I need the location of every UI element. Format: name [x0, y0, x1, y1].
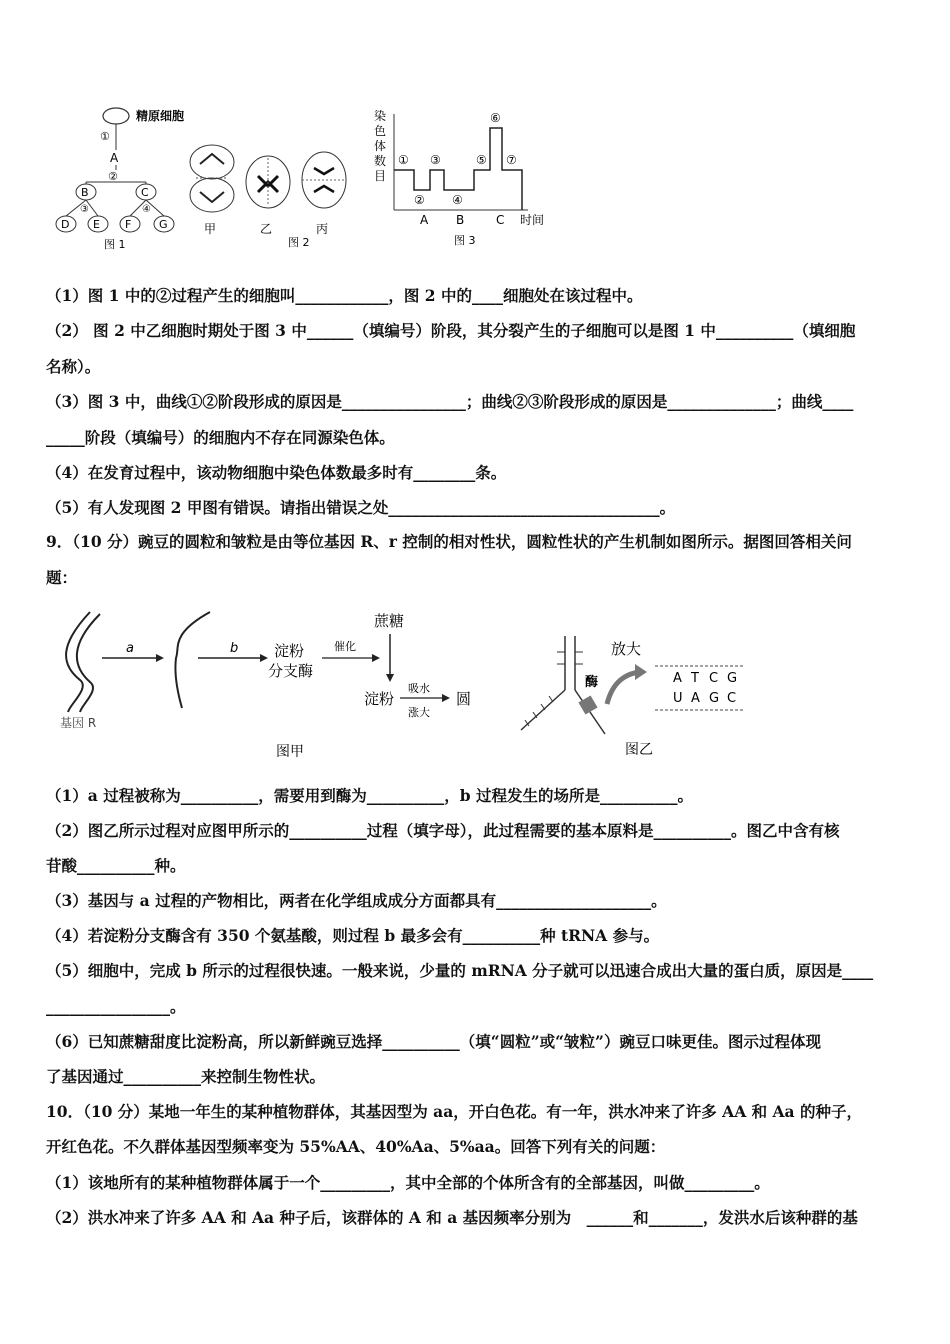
- fig1-step-1: ①: [100, 130, 110, 143]
- figure-yi-caption: 图乙: [625, 742, 653, 758]
- enzyme-label-2: 分支酶: [268, 662, 314, 680]
- fig3-xtick-c: C: [496, 213, 505, 227]
- fig2-cell-yi: [246, 156, 290, 208]
- fig1-title: 精原细胞: [136, 109, 185, 123]
- q9-line-10: （6）已知蔗糖甜度比淀粉高，所以新鲜豌豆选择__________（填“圆粒”或“皱粒”）豌豆口味更佳。图示过程体现: [46, 1032, 821, 1051]
- figure-3: [370, 106, 560, 252]
- q8-line-7: （5）有人发现图 2 甲图有错误。请指出错误之处___________________________________。: [46, 498, 676, 517]
- fig3-seg-2: ②: [414, 193, 425, 207]
- figure-yi: [515, 630, 755, 764]
- fig3-ylabel-4: 数: [374, 154, 387, 168]
- seq-top-4: G: [727, 671, 738, 686]
- absorb-label: 吸水: [408, 682, 430, 695]
- starch-label: 淀粉: [364, 690, 395, 708]
- fig3-ylabel-5: 目: [374, 169, 387, 183]
- fig1-node-e: E: [93, 218, 100, 231]
- seq-bottom-2: A: [691, 691, 700, 706]
- q10-line-1: 10．（10 分）某地一年生的某种植物群体，其基因型为 aa，开白色花。有一年，洪水冲来了许多 AA 和 Aa 的种子，: [46, 1102, 862, 1121]
- q8-line-4: （3）图 3 中，曲线①②阶段形成的原因是________________；曲线②③阶段形成的原因是______________；曲线____: [46, 392, 854, 411]
- fig1-step-4: ④: [142, 204, 151, 215]
- sucrose-label: 蔗糖: [374, 612, 405, 630]
- q9-line-2: 题：: [46, 568, 78, 587]
- figure-1: [46, 102, 196, 254]
- figure-jia-caption: 图甲: [276, 744, 304, 760]
- swell-label: 涨大: [408, 706, 430, 719]
- fig1-node-d: D: [61, 218, 70, 231]
- fig3-ylabel-1: 染: [374, 109, 387, 123]
- fig1-step-3: ③: [80, 204, 89, 215]
- q9-line-4: （2）图乙所示过程对应图甲所示的__________过程（填字母），此过程需要的基本原料是__________。图乙中含有核: [46, 821, 840, 840]
- q8-line-6: （4）在发育过程中，该动物细胞中染色体数最多时有________条。: [46, 463, 507, 482]
- q9-line-1: 9．（10 分）豌豆的圆粒和皱粒是由等位基因 R、r 控制的相对性状，圆粒性状的产生机制如图所示。据图回答相关问: [46, 532, 852, 551]
- seq-top-1: A: [673, 671, 682, 686]
- fig3-caption: 图 3: [454, 234, 476, 247]
- arrow-b-label: b: [230, 641, 239, 656]
- q10-line-4: （2）洪水冲来了许多 AA 和 Aa 种子后，该群体的 A 和 a 基因频率分别为 ______和_______，发洪水后该种群的基: [46, 1208, 858, 1227]
- mrna-strand: [175, 612, 210, 708]
- figure-jia: [50, 604, 480, 766]
- fig1-node-c: C: [141, 186, 149, 199]
- magnify-arrow: [607, 672, 639, 704]
- q8-line-2: （2） 图 2 中乙细胞时期处于图 3 中______（填编号）阶段，其分裂产生的子细胞可以是图 1 中__________（填细胞: [46, 321, 856, 340]
- fig2-caption: 图 2: [288, 236, 310, 249]
- fig1-node-f: F: [125, 218, 132, 231]
- fig1-caption: 图 1: [104, 238, 126, 251]
- fig2-label-yi: 乙: [260, 222, 273, 236]
- fig1-node-g: G: [159, 218, 168, 231]
- magnify-label: 放大: [611, 640, 642, 658]
- fig3-seg-5: ⑤: [476, 153, 487, 167]
- q9-line-3: （1）a 过程被称为__________，需要用到酶为__________，b 过程发生的场所是__________。: [46, 786, 693, 805]
- q9-line-5: 苷酸__________种。: [46, 856, 186, 875]
- arrow-a-label: a: [126, 641, 134, 656]
- q9-line-7: （4）若淀粉分支酶含有 350 个氨基酸，则过程 b 最多会有__________种 tRNA 参与。: [46, 926, 660, 945]
- fig3-seg-7: ⑦: [506, 153, 517, 167]
- catalyze-label: 催化: [334, 640, 356, 653]
- fig2-cell-jia: [190, 145, 234, 212]
- figure-2: [182, 140, 352, 252]
- fig2-label-bing: 丙: [316, 222, 329, 236]
- q8-line-1: （1）图 1 中的②过程产生的细胞叫____________，图 2 中的____细胞处在该过程中。: [46, 286, 643, 305]
- fig1-node-a: A: [110, 151, 119, 165]
- fig3-seg-1: ①: [398, 153, 409, 167]
- q10-line-2: 开红色花。不久群体基因型频率变为 55%AA、40%Aa、5%aa。回答下列有关的问题：: [46, 1137, 666, 1156]
- seq-bottom-1: U: [673, 691, 683, 706]
- seq-bottom-3: G: [709, 691, 720, 706]
- gene-r-label: 基因 R: [60, 716, 97, 730]
- fig3-ylabel-3: 体: [374, 139, 387, 153]
- q9-line-9: ________________。: [46, 997, 186, 1016]
- fig1-step-2: ②: [108, 170, 118, 183]
- fig3-seg-4: ④: [452, 193, 463, 207]
- q9-line-6: （3）基因与 a 过程的产物相比，两者在化学组成成分方面都具有____________________。: [46, 891, 667, 910]
- fig3-ylabel-2: 色: [374, 124, 387, 138]
- seq-top-2: T: [691, 671, 699, 686]
- q8-line-3: 名称）。: [46, 357, 101, 376]
- enzyme-label-1: 淀粉: [274, 642, 305, 660]
- fig2-cell-bing: [302, 152, 346, 208]
- q8-line-5: _____阶段（填编号）的细胞内不存在同源染色体。: [46, 428, 395, 447]
- fig3-seg-3: ③: [430, 153, 441, 167]
- fig3-xtick-b: B: [456, 213, 465, 227]
- fig1-node-b: B: [81, 186, 89, 199]
- q9-line-8: （5）细胞中，完成 b 所示的过程很快速。一般来说，少量的 mRNA 分子就可以迅速合成出大量的蛋白质，原因是____: [46, 961, 874, 980]
- round-label: 圆: [456, 690, 472, 708]
- seq-bottom-4: C: [727, 691, 737, 706]
- fig3-xlabel: 时间: [520, 213, 545, 227]
- q9-line-11: 了基因通过__________来控制生物性状。: [46, 1067, 326, 1086]
- q10-line-3: （1）该地所有的某种植物群体属于一个_________，其中全部的个体所含有的全部基因，叫做_________。: [46, 1173, 770, 1192]
- gene-r-strand-2: [77, 614, 100, 712]
- fig3-xtick-a: A: [420, 213, 429, 227]
- fig2-label-jia: 甲: [204, 222, 217, 236]
- fig3-seg-6: ⑥: [490, 111, 501, 125]
- enzyme-label: 酶: [585, 675, 599, 690]
- seq-top-3: C: [709, 671, 719, 686]
